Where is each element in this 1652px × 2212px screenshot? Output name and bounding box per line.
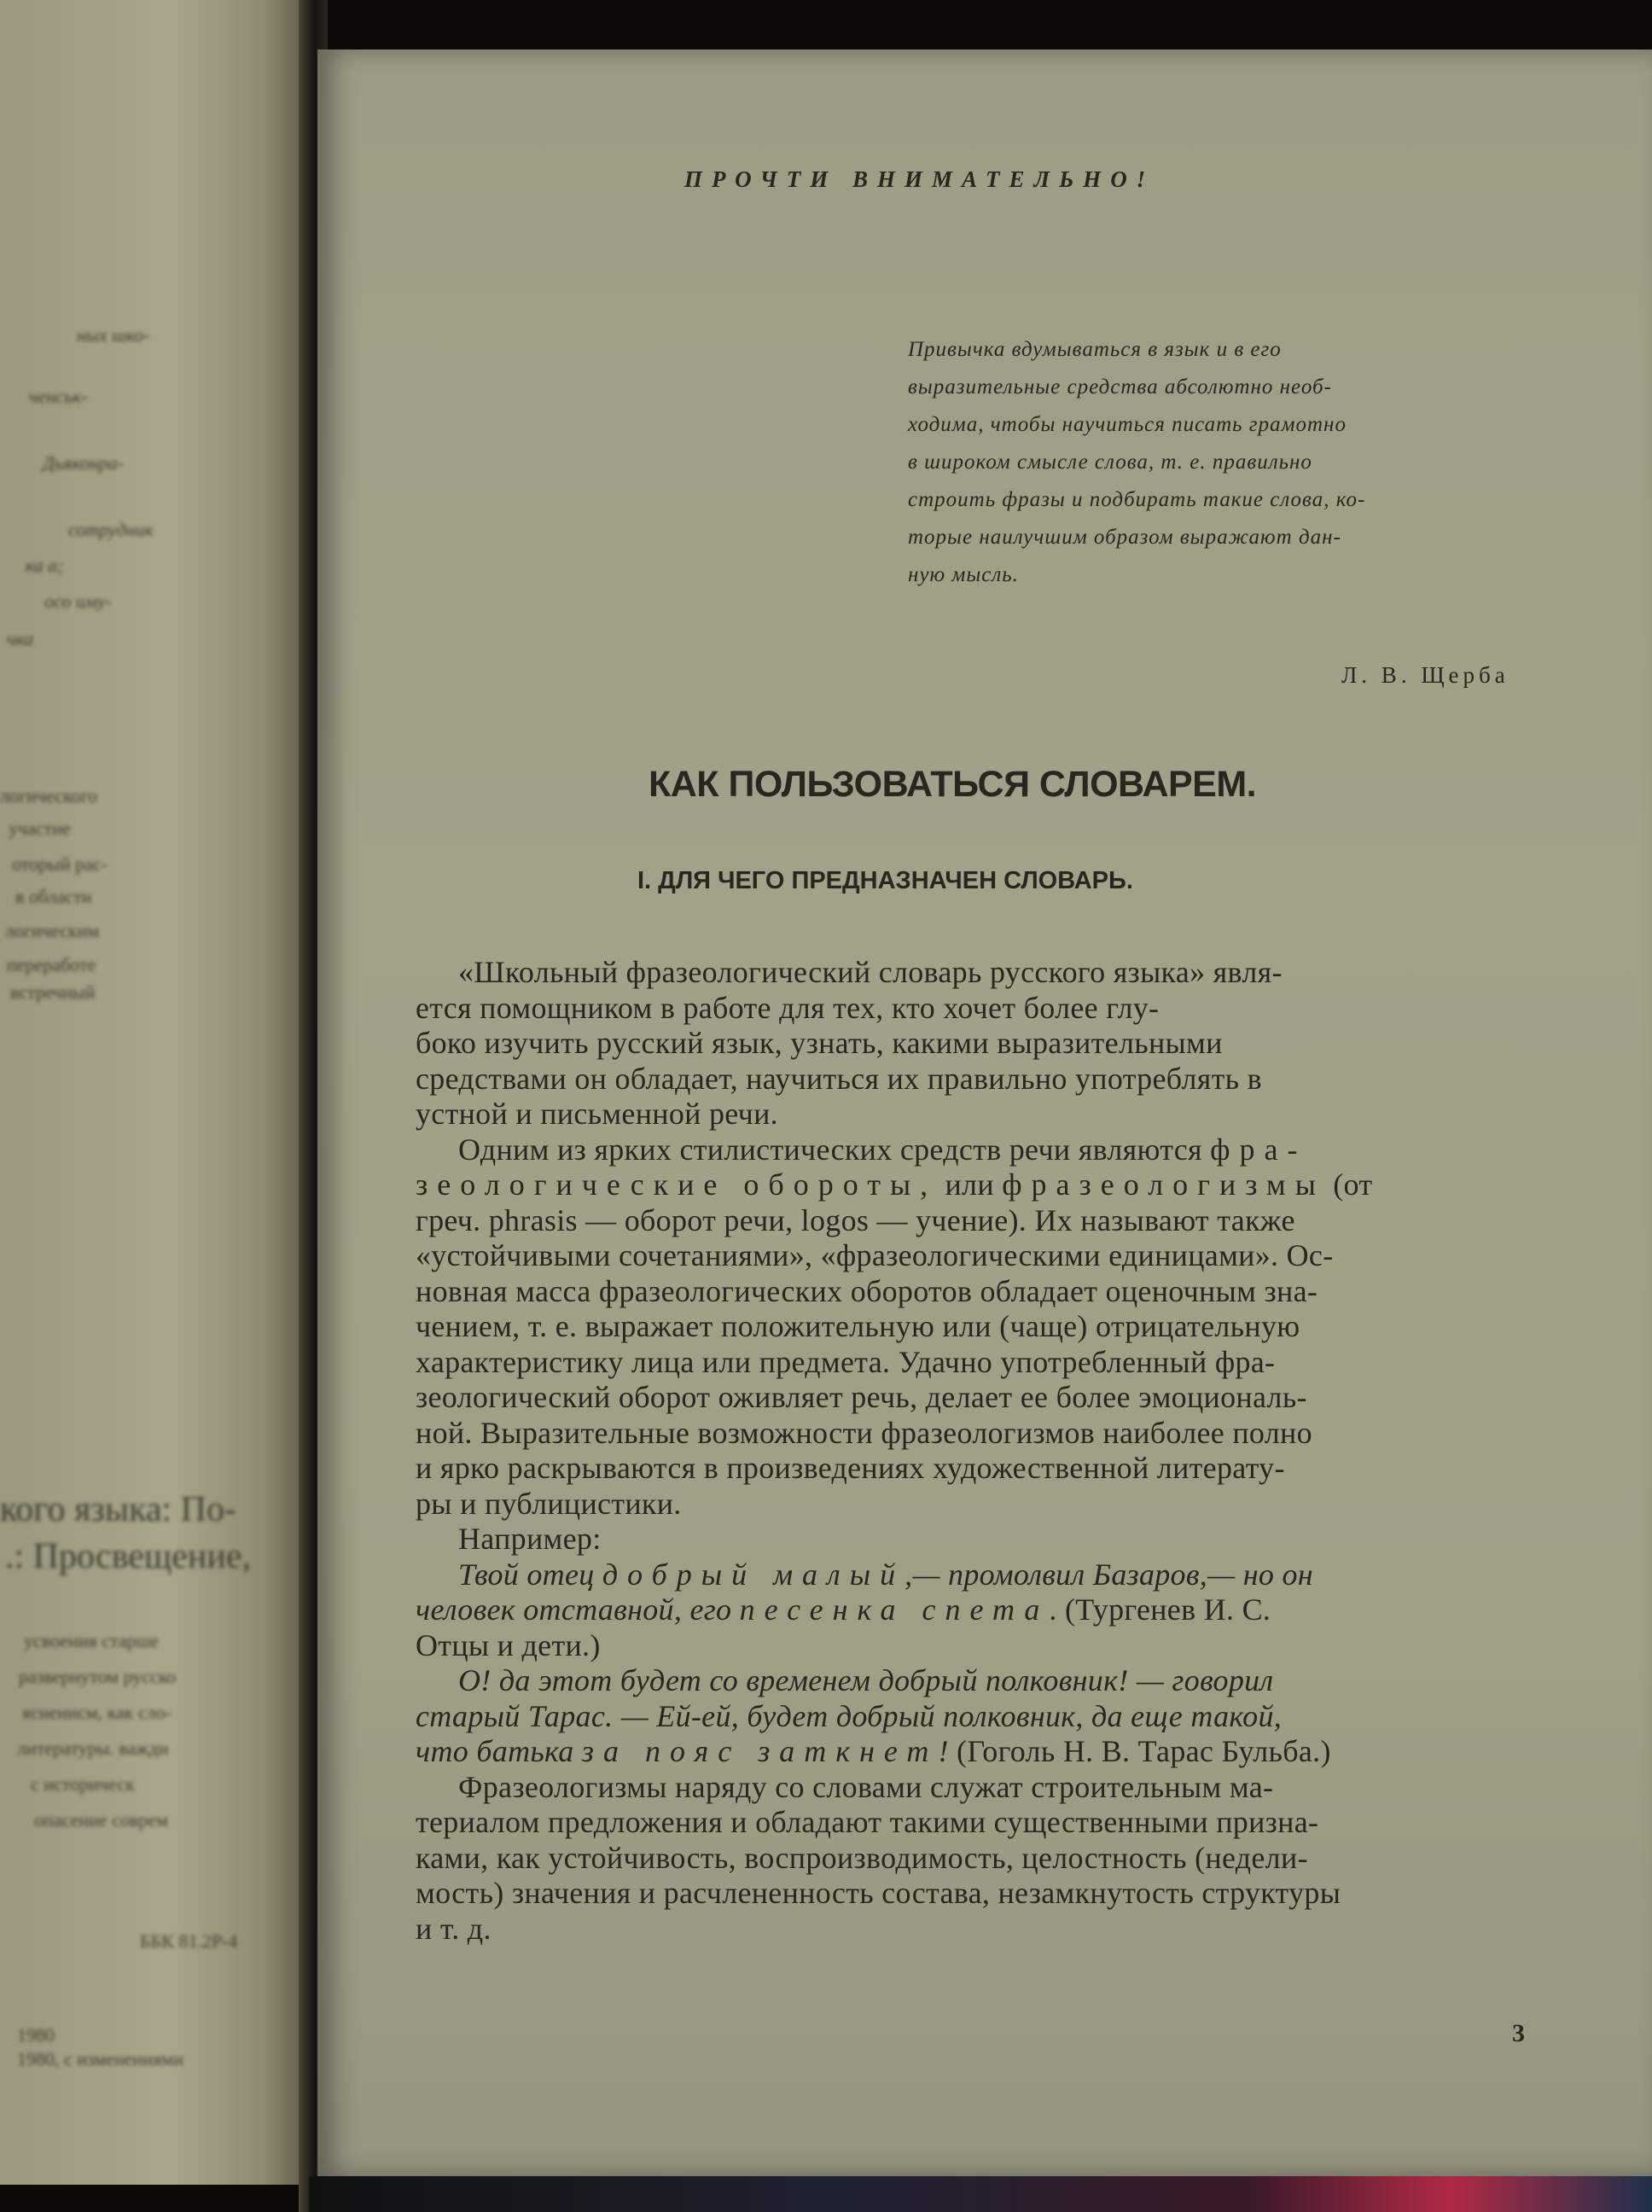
epigraph-line: Привычка вдумываться в язык и в его [908,338,1282,361]
left-page-line: встречный [10,981,96,1003]
body-text-segment: фра- [1210,1132,1307,1167]
left-page-line: в области [15,886,92,907]
left-page-line: ных шко- [77,324,150,346]
left-page-line: ка а; [26,555,64,576]
body-text-segment: греч. phrasis — оборот речи, logos — учение). Их называют также [416,1202,1295,1237]
body-text-segment: Фразеологизмы наряду со словами служат строительным ма- [458,1769,1274,1804]
left-page-line: развернутом русско [19,1666,177,1687]
left-page-line: Дьяконра- [43,452,124,474]
page-number: 3 [1512,2019,1525,2047]
body-text-segment: ками, как устойчивость, воспроизводимость, целостность (недели- [416,1840,1308,1875]
body-line [416,1202,1295,1238]
left-page-line: ясненисм, как сло- [22,1702,172,1723]
left-page-line: кого языка: По- [0,1490,236,1529]
body-text-segment: за пояс заткнет [581,1734,939,1768]
body-text-segment: средствами он обладает, научиться их правильно употреблять в [416,1061,1262,1096]
epigraph-line: ходима, чтобы научиться писать грамотно [908,413,1347,436]
body-line [416,1627,601,1663]
body-line [416,1344,1275,1380]
body-text-segment: характеристику лица или предмета. Удачно употребленный фра- [416,1344,1276,1379]
body-text-segment: териалом предложения и обладают такими существенными призна- [416,1805,1319,1839]
body-line [416,1840,1308,1876]
body-text-segment: что батька [416,1734,582,1768]
left-page-line: сотрудник [68,519,154,540]
body-text-segment: «Школьный фразеологический словарь русского языка» явля- [458,955,1283,989]
left-page-line: .: Просвещение, [5,1537,251,1576]
body-line [416,1379,1307,1415]
body-line [416,1804,1318,1840]
body-text-segment: фразеологизмы [1002,1167,1325,1202]
body-text-segment: . (Тургенев И. С. [1049,1592,1271,1627]
body-line [416,1096,778,1132]
left-page-line: опасение соврем [34,1809,168,1831]
body-line [458,1662,1273,1698]
left-page-line: переработе [7,954,96,975]
body-text-segment: ! [938,1734,957,1768]
epigraph-line: выразительные средства абсолютно необ- [908,375,1332,399]
left-facing-page [0,0,309,2185]
body-text-segment: «устойчивыми сочетаниями», «фразеологическими единицами». Ос- [416,1238,1334,1272]
body-line [458,1557,1313,1592]
epigraph-line: торые наилучшим образом выражают дан- [908,526,1341,549]
body-line [458,1521,602,1557]
left-page-line: усвоения старше [24,1630,160,1651]
left-page-line: участие [9,818,71,839]
body-line [416,1733,1331,1769]
body-line [416,1167,1372,1202]
body-text-segment: добрый малый [602,1557,905,1592]
section-title: КАК ПОЛЬЗОВАТЬСЯ СЛОВАРЕМ. [649,764,1257,805]
epigraph-author: Л. В. Щерба [1341,662,1509,688]
page-heading: ПРОЧТИ ВНИМАТЕЛЬНО! [684,166,1155,192]
body-line [416,990,1159,1026]
left-page-line: ББК 81.2Р-4 [140,1930,238,1952]
epigraph-line: строить фразы и подбирать такие слова, ко- [908,488,1366,511]
body-text-segment: новная масса фразеологических оборотов обладает оценочным зна- [416,1273,1318,1308]
left-page-line: 1980 [17,2024,55,2046]
body-line [416,1450,1285,1486]
body-line [416,1415,1312,1451]
body-text-segment: чением, т. е. выражает положительную или (чаще) отрицательную [416,1309,1300,1343]
body-text-segment: Например: [458,1522,602,1556]
body-text-segment: и т. д. [416,1911,492,1946]
body-line [416,1486,682,1522]
body-text-segment: старый Тарас. — Ей-ей, будет добрый полковник, да еще такой, [416,1698,1283,1733]
body-text-segment: и ярко раскрываются в произведениях художественной литерату- [416,1451,1285,1485]
body-text-segment: ется помощником в работе для тех, кто хочет более глу- [416,990,1160,1025]
body-text-segment: (от [1324,1167,1373,1202]
body-text-segment: Твой отец [458,1557,602,1592]
left-page-line: с историческ [31,1773,135,1795]
left-page-line: осо иму- [44,591,112,612]
left-page-line: логического [0,785,97,806]
left-page-line: литературы. важди [17,1738,169,1759]
body-line [416,1592,1271,1627]
body-text-segment: О! да этот будет со временем добрый полковник! — говорил [458,1663,1274,1697]
epigraph-line: ную мысль. [908,563,1019,586]
body-text-segment: зеологические обороты, [416,1167,938,1202]
body-line [416,1308,1300,1344]
left-page-line: оторый рас- [12,853,108,875]
body-text-segment: боко изучить русский язык, узнать, какими выразительными [416,1026,1223,1060]
left-page-line: логическим [5,920,100,941]
body-text-segment: Отцы и дети.) [416,1627,601,1662]
body-text-segment: (Гоголь Н. В. Тарас Бульба.) [957,1734,1331,1768]
body-line [416,1875,1341,1911]
body-line [416,1698,1282,1734]
body-text-segment: ной. Выразительные возможности фразеологизмов наиболее полно [416,1415,1312,1450]
left-page-text [0,0,309,2185]
body-line [416,1273,1318,1309]
background-fabric [309,2176,1652,2212]
section-subtitle: I. ДЛЯ ЧЕГО ПРЕДНАЗНАЧЕН СЛОВАРЬ. [637,867,1133,894]
body-line [458,1769,1273,1805]
epigraph-line: в широком смысле слова, т. е. правильно [908,451,1312,474]
body-text-segment: ры и публицистики. [416,1486,682,1521]
left-page-line: ченськ- [29,386,88,407]
left-page-line: чка [7,628,34,649]
body-text-segment: или [937,1167,1003,1202]
right-page [317,49,1652,2176]
body-text-segment: мость) значения и расчлененность состава, незамкнутость структуры [416,1876,1341,1910]
left-page-line: 1980, с изменениями [17,2048,184,2069]
body-text-segment: Одним из ярких стилистических средств речи являются [458,1132,1211,1167]
body-line [416,1911,492,1947]
body-line [416,1061,1262,1097]
body-text-segment: устной и письменной речи. [416,1097,778,1131]
body-text-segment: зеологический оборот оживляет речь, делает ее более эмоциональ- [416,1380,1307,1414]
body-line [458,1132,1306,1167]
body-line [458,954,1283,990]
body-line [416,1237,1333,1273]
body-text-segment: песенка спета [739,1592,1050,1627]
body-line [416,1025,1223,1061]
body-text-segment: человек отставной, его [416,1592,740,1627]
body-text-segment: ,— промолвил Базаров,— но он [905,1557,1313,1592]
